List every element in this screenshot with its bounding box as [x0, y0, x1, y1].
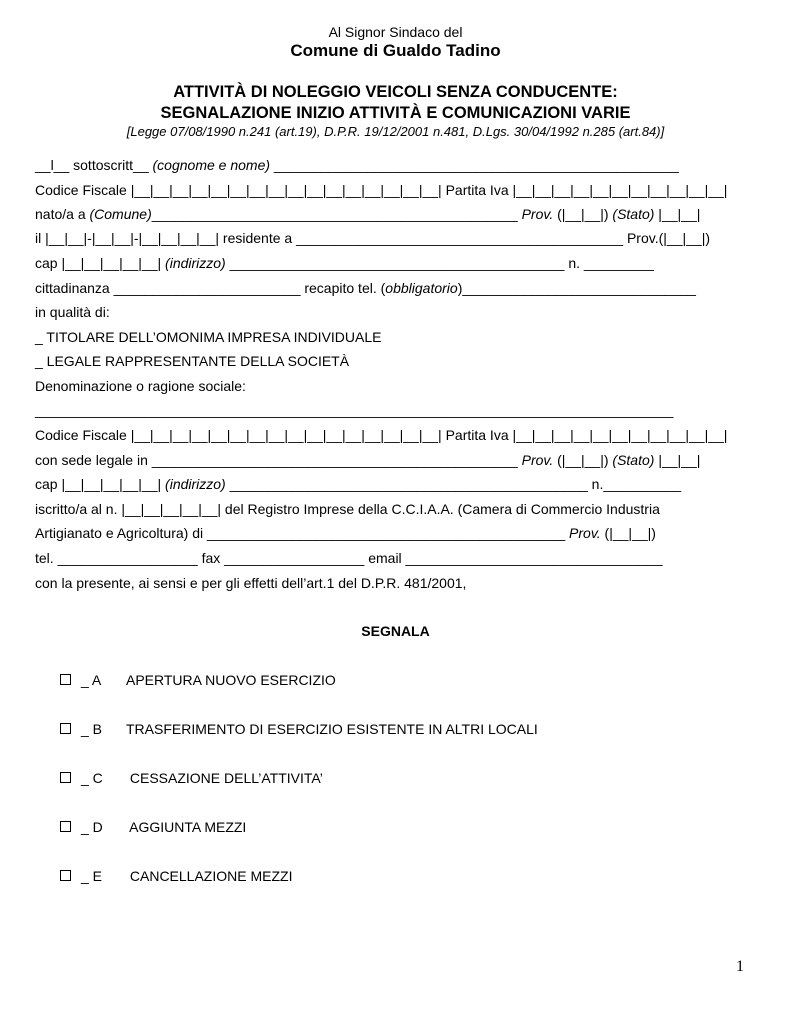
segnala-heading: SEGNALA — [361, 623, 430, 639]
cap-field[interactable]: cap |__|__|__|__|__| — [35, 255, 166, 271]
nato-stato-label: (Stato) — [612, 206, 655, 222]
sede-prov-label: Prov. — [521, 452, 554, 468]
iscrizione-line[interactable]: iscritto/a al n. |__|__|__|__|__| del Registro Imprese della C.C.I.A.A. (Camera di Commercio Industria — [35, 501, 660, 517]
option-code: _ C — [81, 770, 103, 786]
indirizzo-label: (indirizzo) — [165, 255, 226, 271]
option-legale-rappresentante[interactable]: _ LEGALE RAPPRESENTANTE DELLA SOCIETÀ — [35, 353, 350, 369]
option-code: _ D — [81, 819, 103, 835]
segnala-option-e[interactable] — [60, 867, 292, 885]
nato-prov-label: Prov. — [521, 206, 554, 222]
segnala-option-b[interactable] — [60, 720, 538, 738]
codice-fiscale-line[interactable]: Codice Fiscale |__|__|__|__|__|__|__|__|__|__|__|__|__|__|__|__| Partita Iva |__|__|__|__|__|__|__|__|__|__|__| — [35, 182, 728, 198]
indirizzo-field[interactable]: ___________________________________________ n. _________ — [225, 255, 654, 271]
cap-sede-field[interactable]: cap |__|__|__|__|__| — [35, 476, 166, 492]
cognome-field[interactable]: ____________________________________________________ — [270, 157, 679, 173]
option-label: CANCELLAZIONE MEZZI — [126, 868, 293, 884]
nato-comune-field[interactable]: _______________________________________________ — [151, 206, 522, 222]
option-label: AGGIUNTA MEZZI — [126, 819, 247, 835]
option-code: _ E — [81, 868, 103, 884]
sottoscritto-line — [35, 156, 679, 174]
artigianato-line — [35, 524, 656, 542]
residenza-line[interactable]: il |__|__|-|__|__|-|__|__|__|__| residente a __________________________________________ Prov.(|__|__|) — [35, 230, 710, 246]
option-code: _ B — [81, 721, 103, 737]
checkbox-e[interactable] — [60, 870, 71, 881]
form-title-line2: SEGNALAZIONE INIZIO ATTIVITÀ E COMUNICAZIONI VARIE — [160, 104, 631, 122]
checkbox-c[interactable] — [60, 772, 71, 783]
cognome-label: (cognome e nome) — [152, 157, 271, 173]
nato-prefix: nato/a a — [35, 206, 90, 222]
segnala-option-a[interactable] — [60, 671, 336, 689]
checkbox-a[interactable] — [60, 674, 71, 685]
segnala-option-c[interactable] — [60, 769, 323, 787]
nato-prov-field[interactable]: (|__|__|) — [553, 206, 613, 222]
presente-line: con la presente, ai sensi e per gli effetti dell’art.1 del D.P.R. 481/2001, — [35, 575, 467, 591]
sede-stato-field[interactable]: |__|__| — [654, 452, 701, 468]
qualita-label: in qualità di: — [35, 304, 110, 320]
option-label: APERTURA NUOVO ESERCIZIO — [126, 672, 336, 688]
nato-stato-field[interactable]: |__|__| — [654, 206, 701, 222]
sede-field[interactable]: _______________________________________________ — [151, 452, 522, 468]
legal-reference: [Legge 07/08/1990 n.241 (art.19), D.P.R. 19/12/2001 n.481, D.Lgs. 30/04/1992 n.285 (art.84)] — [126, 124, 665, 139]
page-number: 1 — [736, 958, 744, 975]
contatti-line[interactable]: tel. __________________ fax __________________ email _________________________________ — [35, 550, 663, 566]
sede-prov-field[interactable]: (|__|__|) — [553, 452, 613, 468]
nascita-line — [35, 205, 700, 223]
cittadinanza-field[interactable]: cittadinanza ________________________ recapito tel. ( — [35, 280, 386, 296]
indirizzo-sede-field[interactable]: ______________________________________________ n.__________ — [225, 476, 682, 492]
sede-legale-line — [35, 451, 700, 469]
cap-sede-line — [35, 475, 681, 493]
recapito-field[interactable]: )______________________________ — [457, 280, 696, 296]
form-title-line1: ATTIVITÀ DI NOLEGGIO VEICOLI SENZA CONDUCENTE: — [173, 83, 618, 101]
option-label: TRASFERIMENTO DI ESERCIZIO ESISTENTE IN ALTRI LOCALI — [126, 721, 538, 737]
segnala-option-d[interactable] — [60, 818, 246, 836]
checkbox-d[interactable] — [60, 821, 71, 832]
recipient-line: Al Signor Sindaco del — [328, 24, 463, 40]
checkbox-b[interactable] — [60, 723, 71, 734]
codice-fiscale-societa-line[interactable]: Codice Fiscale |__|__|__|__|__|__|__|__|__|__|__|__|__|__|__|__| Partita Iva |__|__|__|__|__|__|__|__|__|__|__| — [35, 427, 728, 443]
denominazione-field[interactable]: __________________________________________________________________________________ — [35, 402, 674, 418]
sottoscritto-prefix: __l__ sottoscritt__ — [35, 157, 153, 173]
nato-comune-label: (Comune) — [89, 206, 152, 222]
sede-stato-label: (Stato) — [612, 452, 655, 468]
ccia-prov-field[interactable]: (|__|__|) — [600, 525, 656, 541]
sede-prefix: con sede legale in — [35, 452, 152, 468]
comune-title: Comune di Gualdo Tadino — [290, 41, 501, 60]
obbligatorio-label: obbligatorio — [385, 280, 458, 296]
option-code: _ A — [81, 672, 102, 688]
ccia-prov-label: Prov. — [569, 525, 601, 541]
denominazione-label: Denominazione o ragione sociale: — [35, 378, 246, 394]
ccia-field[interactable]: Artigianato e Agricoltura) di ______________________________________________ — [35, 525, 570, 541]
option-titolare[interactable]: _ TITOLARE DELL’OMONIMA IMPRESA INDIVIDUALE — [35, 329, 382, 345]
option-label: CESSAZIONE DELL’ATTIVITA’ — [126, 770, 323, 786]
indirizzo-sede-label: (indirizzo) — [165, 476, 226, 492]
cittadinanza-line — [35, 279, 696, 297]
cap-indirizzo-line — [35, 254, 654, 272]
